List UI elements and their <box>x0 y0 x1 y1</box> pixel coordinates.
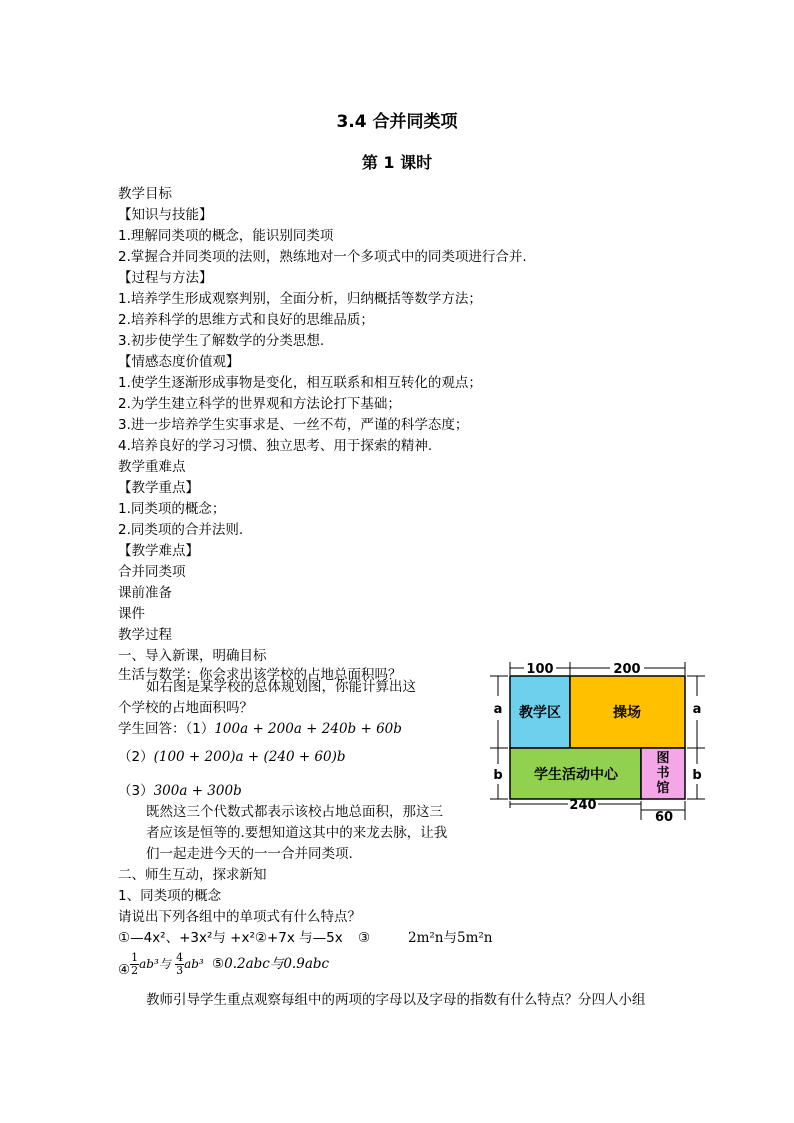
body-line: 【知识与技能】 <box>118 207 213 223</box>
page-subtitle: 第 1 课时 <box>361 153 433 172</box>
answer-2-prefix: （2） <box>118 749 154 765</box>
dim-right-a: a <box>692 702 702 717</box>
dim-left-b: b <box>493 768 503 783</box>
body-line: 4.培养良好的学习习惯、独立思考、用于探索的精神. <box>118 438 433 454</box>
group-3: 2m²n与5m²n <box>408 930 493 946</box>
school-plan-diagram <box>488 658 708 824</box>
group-4-term-2: ab³ <box>184 957 204 971</box>
dim-top-left: 100 <box>526 662 554 677</box>
answer-1-expr: 100a + 200a + 240b + 60b <box>214 721 402 737</box>
intro-line-2: 个学校的占地面积吗？ <box>118 700 253 716</box>
dim-top-right: 200 <box>613 662 641 677</box>
body-line: 2.培养科学的思维方式和良好的思维品质； <box>118 312 374 328</box>
para-3: 们一起走进今天的一一合并同类项. <box>146 846 353 862</box>
answer-1-prefix: 学生回答：（1） <box>118 721 215 737</box>
body-line: 【情感态度价值观】 <box>118 354 240 370</box>
body-line: 【教学重点】 <box>118 480 199 496</box>
group-5: 0.2abc与0.9abc <box>224 956 330 972</box>
body-line: 1.理解同类项的概念，能识别同类项 <box>118 228 334 244</box>
group-5-label: ⑤ <box>212 956 225 972</box>
body-line: 一、导入新课，明确目标 <box>118 648 267 664</box>
group-4-label: ④ <box>118 962 131 978</box>
fraction-four-thirds-den: 3 <box>176 963 184 977</box>
body-line: 【教学难点】 <box>118 543 199 559</box>
group-1-2: ①—4x²、+3x²与 +x²②+7x 与—5x <box>118 930 343 946</box>
fraction-four-thirds <box>175 952 184 977</box>
group-3-label: ③ <box>358 930 371 946</box>
activity-center-label: 学生活动中心 <box>534 767 618 783</box>
body-line: 3.进一步培养学生实事求是、一丝不苟，严谨的科学态度； <box>118 417 469 433</box>
library-label: 图书馆 <box>656 751 670 796</box>
intro-line: 如右图是某学校的总体规划图，你能计算出这 <box>146 679 416 695</box>
body-line: 课件 <box>118 606 145 622</box>
dim-bottom: 240 <box>569 798 597 813</box>
body-line: 教学过程 <box>118 627 172 643</box>
body-line: 2.同类项的合并法则. <box>118 522 244 538</box>
group-4-term: ab³与 <box>139 957 171 971</box>
answer-3-expr: 300a + 300b <box>153 783 242 799</box>
body-line: 教学目标 <box>118 186 172 202</box>
fraction-half <box>130 952 139 977</box>
para-1: 既然这三个代数式都表示该校占地总面积，那这三 <box>146 804 443 820</box>
answer-3-prefix: （3） <box>118 783 154 799</box>
answer-2-expr: (100 + 200)a + (240 + 60)b <box>153 749 346 765</box>
body-line: 教学重难点 <box>118 459 186 475</box>
teaching-area-label: 教学区 <box>519 705 561 721</box>
answer-2 <box>118 748 346 766</box>
body-line: 1.使学生逐渐形成事物是变化，相互联系和相互转化的观点； <box>118 375 482 391</box>
body-line: 2.掌握合并同类项的法则，熟练地对一个多项式中的同类项进行合并. <box>118 249 527 265</box>
body-line: 课前准备 <box>118 585 172 601</box>
section-2: 二、师生互动，探求新知 <box>118 867 267 883</box>
fraction-four-thirds-num: 4 <box>176 950 184 964</box>
body-line: 【过程与方法】 <box>118 270 213 286</box>
dim-bottom-right: 60 <box>654 810 674 824</box>
para-2: 者应该是恒等的.要想知道这其中的来龙去脉，让我 <box>146 825 448 841</box>
answer-1 <box>118 720 402 738</box>
page-title: 3.4 合并同类项 <box>336 112 458 132</box>
body-line: 1.培养学生形成观察判别，全面分析，归纳概括等数学方法； <box>118 291 482 307</box>
answer-3 <box>118 782 242 800</box>
body-line: 2.为学生建立科学的世界观和方法论打下基础； <box>118 396 401 412</box>
body-line: 1.同类项的概念； <box>118 501 226 517</box>
dim-right-b: b <box>692 768 702 783</box>
body-line: 生活与数学：你会求出该学校的占地总面积吗？ <box>118 667 402 683</box>
fraction-half-num: 1 <box>131 950 139 964</box>
section-2-1: 1、同类项的概念 <box>118 888 222 904</box>
dim-left-a: a <box>493 702 503 717</box>
group-4-5 <box>118 950 329 984</box>
question: 请说出下列各组中的单项式有什么特点？ <box>118 909 361 925</box>
body-line: 合并同类项 <box>118 564 186 580</box>
playground-label: 操场 <box>613 705 641 721</box>
final-para: 教师引导学生重点观察每组中的两项的字母以及字母的指数有什么特点？分四人小组 <box>146 992 646 1008</box>
fraction-half-den: 2 <box>131 963 139 977</box>
body-line: 3.初步使学生了解数学的分类思想. <box>118 333 325 349</box>
